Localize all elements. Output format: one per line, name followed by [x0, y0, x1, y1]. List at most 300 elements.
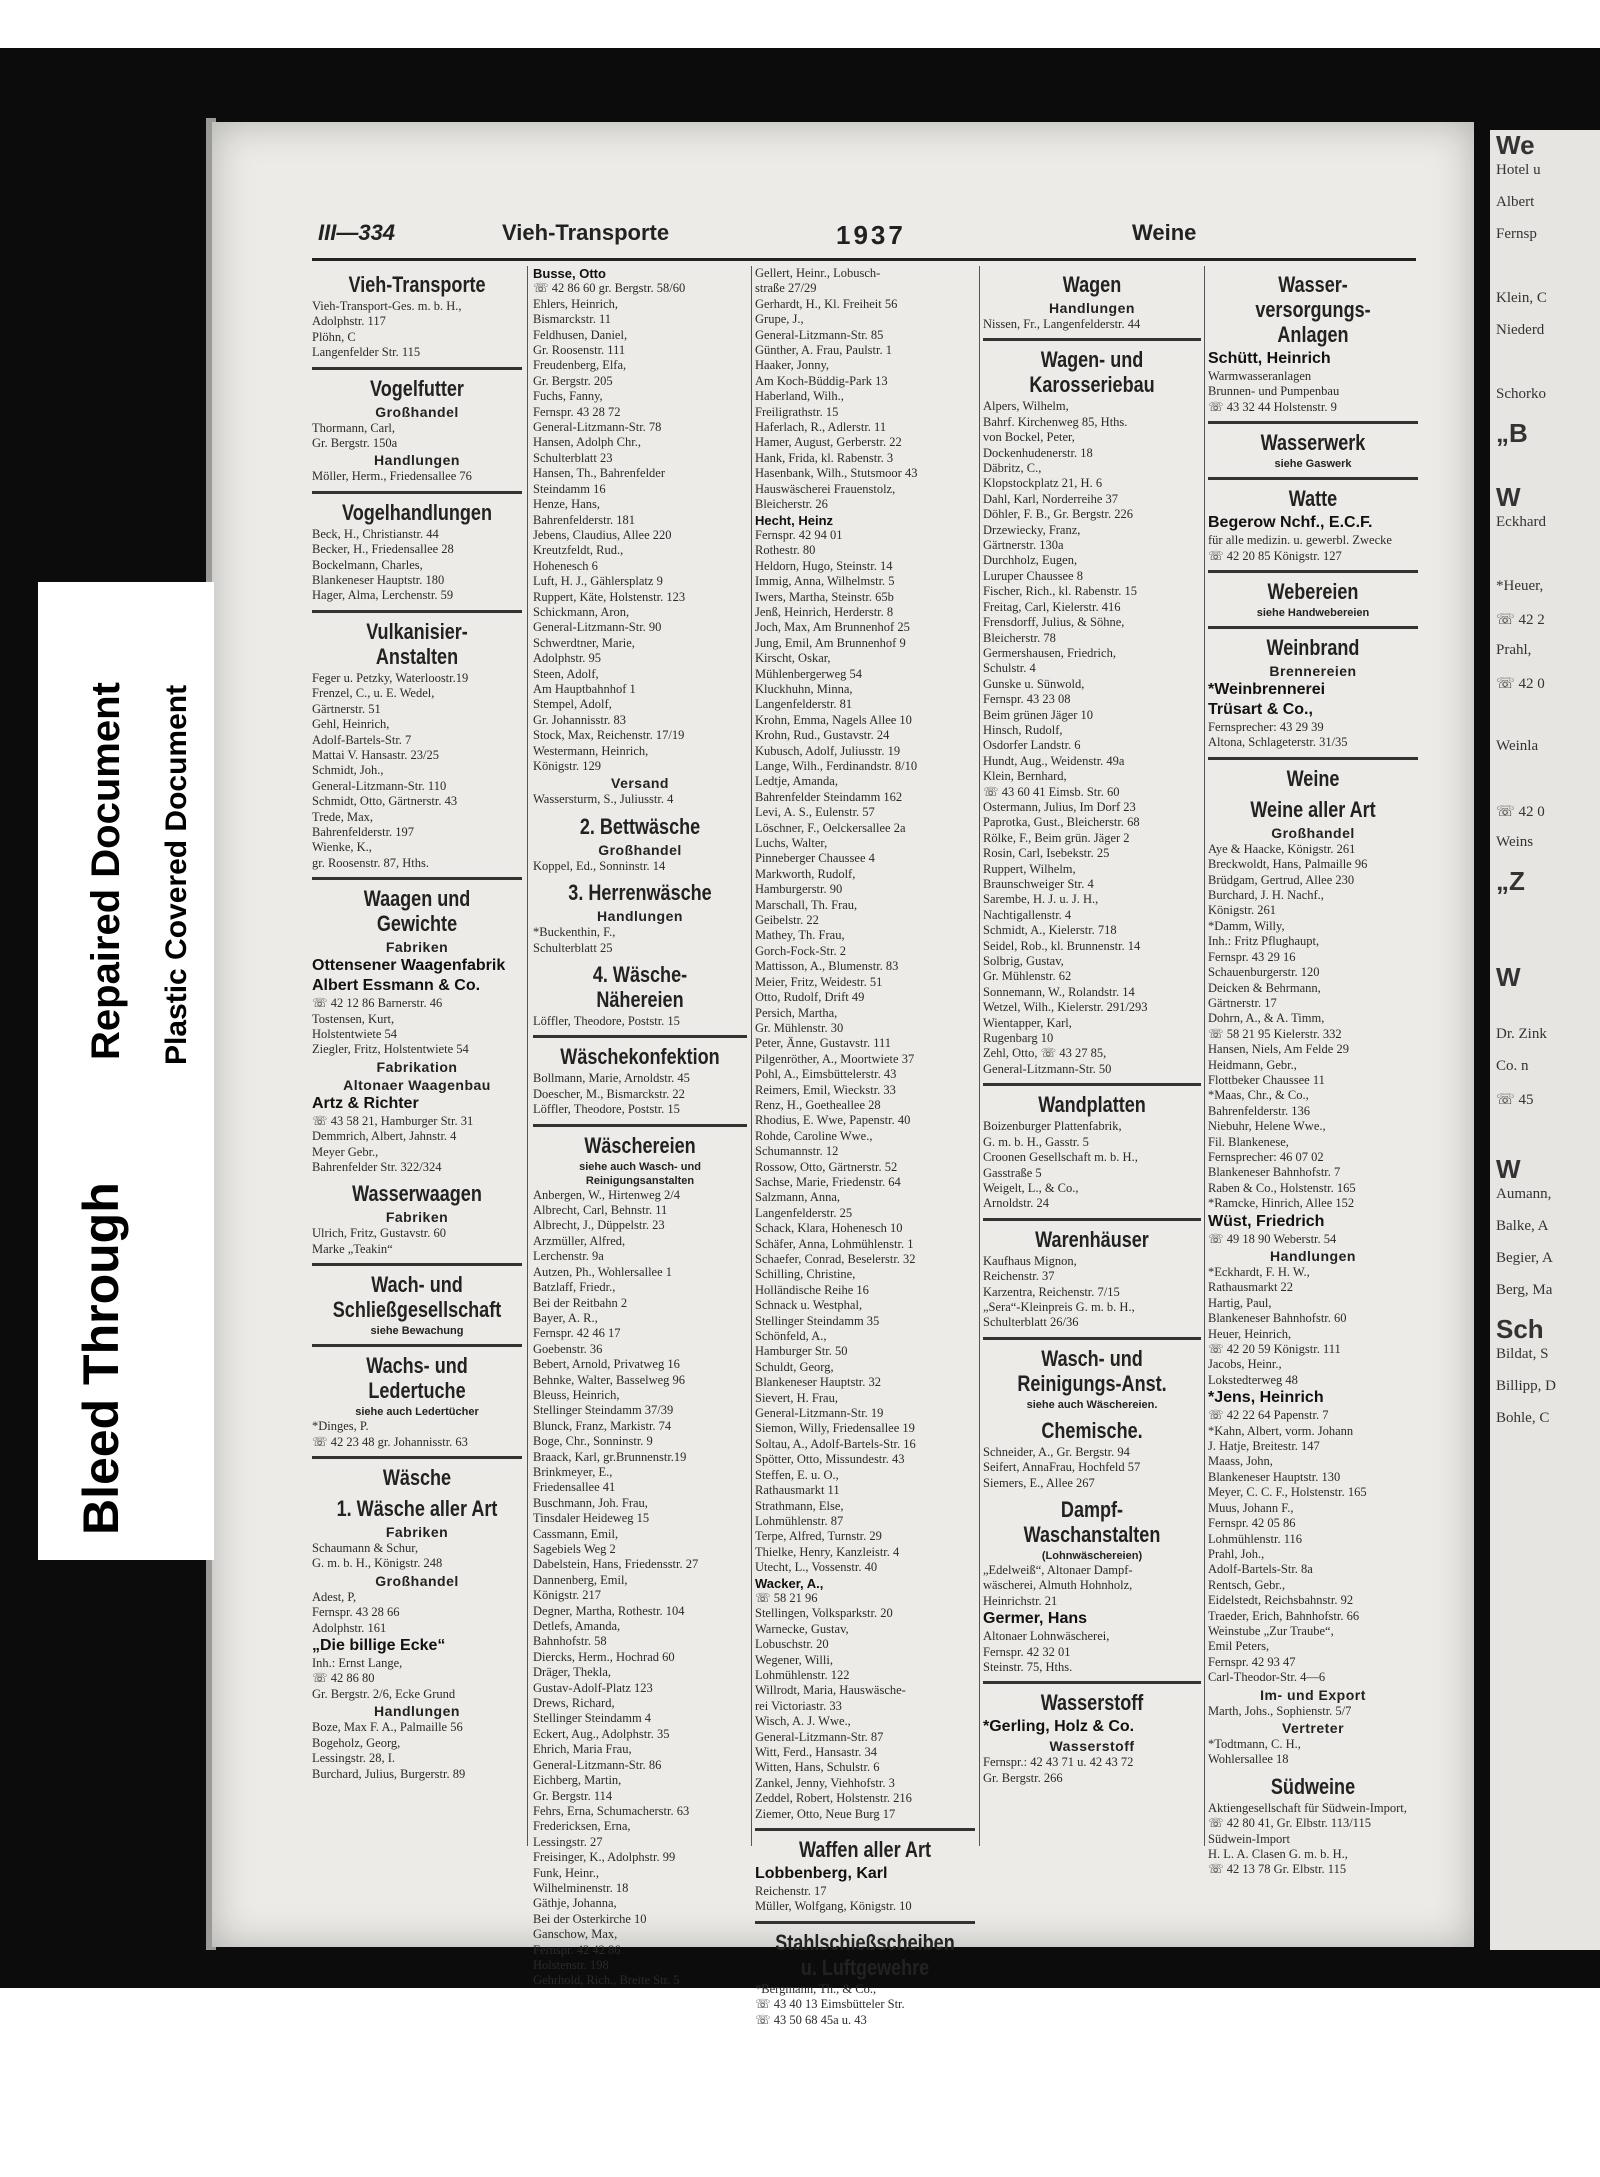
directory-entry: Drzewiecky, Franz,: [983, 522, 1081, 537]
directory-entry: Koppel, Ed., Sonninstr. 14: [533, 858, 666, 873]
directory-entry: Renz, H., Goetheallee 28: [755, 1097, 881, 1112]
running-head-right: Weine: [1132, 220, 1197, 245]
directory-entry: Weigelt, L., & Co.,: [983, 1180, 1079, 1195]
directory-entry: Günther, A. Frau, Paulstr. 1: [755, 343, 892, 358]
directory-entry: Muus, Johann F.,: [1208, 1500, 1294, 1515]
directory-entry: Gr. Mühlenstr. 30: [755, 1020, 844, 1035]
directory-entry: Raben & Co., Holstenstr. 165: [1208, 1180, 1356, 1195]
directory-entry: Peter, Änne, Gustavstr. 111: [755, 1036, 892, 1051]
directory-entry: *Buckenthin, F.,: [533, 925, 616, 940]
directory-entry: Ehlers, Heinrich,: [533, 296, 619, 311]
directory-entry: Löffler, Theodore, Poststr. 15: [533, 1014, 680, 1029]
directory-entry: Wilhelminenstr. 18: [533, 1880, 629, 1895]
directory-entry: Kaufhaus Mignon,: [983, 1253, 1077, 1268]
directory-entry: Wientapper, Karl,: [983, 1015, 1072, 1030]
adjacent-page-line: *Heuer,: [1496, 578, 1544, 594]
directory-entry: Gärtnerstr. 51: [312, 701, 381, 716]
page-number: III—334: [318, 220, 396, 245]
directory-entry: Freiligrathstr. 15: [755, 404, 839, 419]
directory-entry: Hansen, Adolph Chr.,: [533, 435, 641, 450]
directory-entry: Holländische Reihe 16: [755, 1282, 869, 1297]
directory-entry: Schnack u. Westphal,: [755, 1298, 863, 1313]
section-note: siehe Bewachung: [370, 1325, 464, 1338]
directory-entry: Batzlaff, Friedr.,: [533, 1280, 616, 1295]
directory-entry: Stellinger Steindamm 35: [755, 1313, 880, 1328]
directory-entry: Hamburger Str. 50: [755, 1344, 848, 1359]
directory-entry: Ulrich, Fritz, Gustavstr. 60: [312, 1226, 447, 1241]
adjacent-page-fragment: [1490, 130, 1600, 1950]
advert-entry: Wüst, Friedrich: [1208, 1212, 1325, 1230]
adjacent-page-line: [1490, 770, 1600, 802]
directory-entry: General-Litzmann-Str. 110: [312, 778, 447, 793]
column-divider: [751, 266, 752, 1846]
section-rule: [983, 1337, 1201, 1340]
directory-entry: Rugenbarg 10: [983, 1031, 1054, 1046]
directory-entry: Westermann, Heinrich,: [533, 743, 649, 758]
directory-entry: Bahrenfelder Str. 322/324: [312, 1160, 442, 1174]
section-heading: 4. Wäsche-Nähereien: [592, 962, 688, 1013]
directory-entry: Rentsch, Gebr.,: [1208, 1577, 1286, 1592]
section-rule: [312, 1456, 522, 1459]
adjacent-page-line: [1490, 930, 1600, 962]
directory-entry: Rohde, Caroline Wwe.,: [755, 1128, 873, 1143]
directory-entry: ☏ 43 58 21, Hamburger Str. 31: [312, 1113, 474, 1128]
directory-entry: Bahrf. Kirchenweg 85, Hths.: [983, 414, 1128, 429]
directory-entry: Gr. Johannisstr. 83: [533, 712, 627, 727]
directory-entry: *Ramcke, Hinrich, Allee 152: [1208, 1196, 1355, 1211]
directory-entry: Bebert, Arnold, Privatweg 16: [533, 1357, 680, 1372]
directory-entry: Arzmüller, Alfred,: [533, 1233, 626, 1248]
directory-entry: Freitag, Carl, Kielerstr. 416: [983, 599, 1121, 614]
directory-entry: Pohl, A., Eimsbüttelerstr. 43: [755, 1067, 897, 1082]
adjacent-page-line: [1490, 1122, 1600, 1154]
directory-entry: Becker, H., Friedensallee 28: [312, 542, 454, 557]
directory-entry: Flottbeker Chaussee 11: [1208, 1072, 1325, 1087]
directory-entry: Feger u. Petzky, Waterloostr.19: [312, 670, 469, 685]
directory-entry: Wienke, K.,: [312, 840, 372, 855]
column-divider: [527, 266, 528, 1846]
adjacent-page-line: [1490, 706, 1600, 738]
directory-entry: Steinstr. 75, Hths.: [983, 1660, 1073, 1674]
directory-entry: G. m. b. H., Gasstr. 5: [983, 1134, 1089, 1149]
directory-entry: Jacobs, Heinr.,: [1208, 1357, 1282, 1372]
directory-entry: Gehl, Heinrich,: [312, 717, 390, 732]
directory-entry: Lohmühlenstr. 87: [755, 1513, 844, 1528]
directory-entry: Trede, Max,: [312, 809, 373, 824]
directory-entry: Schumannstr. 12: [755, 1144, 839, 1159]
directory-entry: Heinrichstr. 21: [983, 1593, 1058, 1608]
section-rule: [312, 877, 522, 880]
section-subheading: Großhandel: [375, 1572, 459, 1589]
directory-entry: Bei der Reitbahn 2: [533, 1295, 628, 1310]
section-rule: [533, 1124, 747, 1127]
section-heading: Waffen aller Art: [799, 1837, 931, 1863]
adjacent-page-line: [1490, 898, 1600, 930]
directory-entry: Adolphstr. 117: [312, 314, 386, 329]
directory-entry: rei Victoriastr. 33: [755, 1698, 842, 1713]
directory-entry: wäscherei, Almuth Hohnholz,: [983, 1578, 1133, 1593]
directory-entry: Bei der Osterkirche 10: [533, 1911, 647, 1926]
directory-entry: Löschner, F., Oelckersallee 2a: [755, 820, 906, 835]
adjacent-page-line: We: [1496, 130, 1535, 160]
directory-entry: Kreutzfeldt, Rud.,: [533, 543, 624, 558]
directory-entry: Wohlersallee 18: [1208, 1752, 1289, 1767]
directory-entry: Schickmann, Aron,: [533, 604, 630, 619]
directory-entry: General-Litzmann-Str. 50: [983, 1061, 1112, 1076]
directory-entry: Alpers, Wilhelm,: [983, 399, 1069, 414]
directory-entry: Fernspr. 42 05 86: [1208, 1516, 1296, 1531]
directory-entry: Mattai V. Hansastr. 23/25: [312, 747, 439, 762]
directory-entry: Sonnemann, W., Rolandstr. 14: [983, 984, 1135, 999]
directory-entry: Schulstr. 4: [983, 661, 1036, 676]
repaired-document-label: Repaired Document: [84, 682, 128, 1060]
directory-entry: Klopstockplatz 21, H. 6: [983, 476, 1103, 491]
directory-entry: Funk, Heinr.,: [533, 1865, 599, 1880]
directory-entry: Kirscht, Oskar,: [755, 651, 831, 666]
directory-column-4: [983, 266, 1201, 1846]
directory-column-1: [312, 266, 522, 1846]
directory-entry: Brinkmeyer, E.,: [533, 1464, 613, 1479]
directory-entry: straße 27/29: [755, 281, 817, 296]
directory-entry: Seidel, Rob., kl. Brunnenstr. 14: [983, 938, 1141, 953]
section-subheading: Großhandel: [1271, 824, 1355, 841]
directory-entry: Mattisson, A., Blumenstr. 83: [755, 959, 899, 974]
directory-entry: Burchard, Julius, Burgerstr. 89: [312, 1766, 466, 1781]
directory-entry: Freudenberg, Elfa,: [533, 358, 627, 373]
advert-entry: Trüsart & Co.,: [1208, 701, 1313, 719]
directory-column-5: [1208, 266, 1418, 1877]
section-rule: [312, 491, 522, 494]
directory-entry: Haferlach, R., Adlerstr. 11: [755, 420, 887, 435]
section-subheading: Fabriken: [385, 1524, 449, 1541]
directory-entry: Jebens, Claudius, Allee 220: [533, 527, 672, 542]
directory-entry: Gäthje, Johanna,: [533, 1896, 617, 1911]
adjacent-page-line: ☏ 42 0: [1496, 804, 1545, 820]
directory-entry: Fischer, Rich., kl. Rabenstr. 15: [983, 584, 1137, 599]
directory-entry: Haaker, Jonny,: [755, 358, 830, 373]
page-year: 1937: [836, 220, 906, 250]
directory-entry: Osdorfer Landstr. 6: [983, 738, 1081, 753]
section-heading: Wäschereien: [584, 1132, 696, 1158]
directory-entry: Sievert, H. Frau,: [755, 1390, 838, 1405]
section-rule: [312, 610, 522, 613]
directory-entry: Altona, Schlageterstr. 31/35: [1208, 735, 1348, 750]
section-subheading: Versand: [611, 775, 669, 792]
directory-entry: Germershausen, Friedrich,: [983, 645, 1116, 660]
directory-entry: Bahrenfelder Steindamm 162: [755, 789, 903, 804]
directory-entry: Inh.: Ernst Lange,: [312, 1656, 403, 1671]
section-heading: Wandplatten: [1038, 1092, 1146, 1118]
section-heading: Wachs- und Ledertuche: [366, 1353, 468, 1404]
directory-entry: Heldorn, Hugo, Steinstr. 14: [755, 558, 893, 573]
directory-entry: Inh.: Fritz Pflughaupt,: [1208, 934, 1320, 949]
adjacent-page-line: Weins: [1496, 834, 1534, 850]
directory-entry: Wisch, A. J. Wwe.,: [755, 1714, 851, 1729]
directory-entry: Prahl, Joh.,: [1208, 1546, 1265, 1561]
adjacent-page-line: W: [1496, 1154, 1521, 1184]
section-rule: [755, 1921, 975, 1924]
directory-entry: Kubusch, Adolf, Juliusstr. 19: [755, 743, 901, 758]
directory-entry: Arnoldstr. 24: [983, 1196, 1049, 1211]
directory-entry: Boizenburger Plattenfabrik,: [983, 1119, 1122, 1134]
directory-entry: Bismarckstr. 11: [533, 312, 612, 327]
adjacent-page-line: ☏ 45: [1496, 1092, 1534, 1108]
directory-entry: Königstr. 261: [1208, 903, 1277, 918]
directory-entry: ☏ 42 13 78 Gr. Elbstr. 115: [1208, 1862, 1347, 1877]
directory-entry: J. Hatje, Breitestr. 147: [1208, 1439, 1320, 1454]
directory-entry: gr. Roosenstr. 87, Hths.: [312, 855, 430, 870]
directory-entry: Soltau, A., Adolf-Bartels-Str. 16: [755, 1436, 916, 1451]
directory-entry: Holstenstr. 198: [533, 1957, 609, 1972]
section-subheading: Wasserstoff: [1049, 1738, 1135, 1755]
directory-entry: Feldhusen, Daniel,: [533, 327, 628, 342]
directory-entry: „Edelweiß“, Altonaer Dampf-: [983, 1562, 1133, 1577]
directory-entry: Strathmann, Else,: [755, 1498, 844, 1513]
directory-entry: Luruper Chaussee 8: [983, 568, 1083, 583]
directory-entry: Fehrs, Erna, Schumacherstr. 63: [533, 1803, 690, 1818]
directory-entry: *Todtmann, C. H.,: [1208, 1736, 1301, 1751]
section-note: siehe auch Wäschereien.: [1026, 1398, 1158, 1411]
directory-entry: Holstentwiete 54: [312, 1026, 398, 1041]
directory-entry: Schack, Klara, Hohenesch 10: [755, 1221, 903, 1236]
section-heading: Wasser-versorgungs-Anlagen: [1255, 272, 1371, 347]
directory-entry: Dockenhudenerstr. 18: [983, 445, 1093, 460]
directory-entry: Gehrhold, Rich., Breite Str. 5: [533, 1973, 680, 1988]
directory-entry: Stempel, Adolf,: [533, 697, 612, 712]
directory-entry: Carl-Theodor-Str. 4—6: [1208, 1670, 1326, 1685]
directory-entry: Eckert, Aug., Adolphstr. 35: [533, 1726, 670, 1741]
directory-entry: Niebuhr, Helene Wwe.,: [1208, 1119, 1326, 1134]
directory-entry: Zehl, Otto, ☏ 43 27 85,: [983, 1046, 1107, 1061]
directory-entry: Südwein-Import: [1208, 1831, 1290, 1846]
section-heading: Wäschekonfektion: [560, 1044, 720, 1070]
directory-entry: ☏ 43 60 41 Eimsb. Str. 60: [983, 784, 1120, 799]
directory-entry: Hansen, Th., Bahrenfelder: [533, 466, 666, 481]
directory-entry: Dannenberg, Emil,: [533, 1572, 628, 1587]
section-subheading: Fabriken: [385, 1209, 449, 1226]
directory-entry: ☏ 58 21 96: [755, 1590, 818, 1605]
section-heading: Vulkanisier-Anstalten: [366, 618, 468, 669]
adjacent-page-line: Dr. Zink: [1496, 1026, 1547, 1042]
directory-entry: Lange, Wilh., Ferdinandstr. 8/10: [755, 759, 918, 773]
directory-entry: Schauenburgerstr. 120: [1208, 965, 1320, 980]
directory-entry: Goebenstr. 36: [533, 1341, 603, 1356]
section-rule: [1208, 421, 1418, 424]
header-rule: [312, 258, 1416, 261]
directory-entry: Langenfelder Str. 115: [312, 345, 421, 360]
directory-entry: Am Koch-Büddig-Park 13: [755, 373, 888, 388]
section-subheading: Fabriken: [385, 939, 449, 956]
directory-entry: Stock, Max, Reichenstr. 17/19: [533, 728, 685, 743]
directory-entry: Ehrich, Maria Frau,: [533, 1742, 632, 1757]
directory-entry: Diercks, Herm., Hochrad 60: [533, 1649, 675, 1664]
directory-entry: Fuchs, Fanny,: [533, 389, 603, 404]
running-head-left: Vieh-Transporte: [502, 220, 670, 245]
adjacent-page-line: Sch: [1496, 1314, 1544, 1344]
directory-entry: Krohn, Rud., Gustavstr. 24: [755, 728, 890, 743]
directory-entry: ☏ 42 22 64 Papenstr. 7: [1208, 1408, 1329, 1423]
directory-entry: Adolf-Bartels-Str. 8a: [1208, 1562, 1313, 1577]
directory-entry: Schulterblatt 26/36: [983, 1315, 1079, 1330]
section-subheading: Handlungen: [374, 1703, 460, 1720]
section-rule: [1208, 626, 1418, 629]
adjacent-page-line: [1490, 994, 1600, 1026]
directory-entry: Hundt, Aug., Weidenstr. 49a: [983, 753, 1125, 768]
directory-entry: Solbrig, Gustav,: [983, 954, 1064, 969]
section-heading: Warenhäuser: [1035, 1226, 1149, 1252]
adjacent-page-line: W: [1496, 482, 1521, 512]
advert-entry: Schütt, Heinrich: [1208, 350, 1331, 367]
section-subheading: Handlungen: [1049, 300, 1135, 316]
directory-entry: General-Litzmann-Str. 86: [533, 1757, 662, 1772]
directory-entry: Hamburgerstr. 90: [755, 882, 843, 897]
directory-entry: Warnecke, Gustav,: [755, 1621, 849, 1636]
directory-entry: Hank, Frida, kl. Rabenstr. 3: [755, 450, 894, 465]
plastic-covered-label: Plastic Covered Document: [160, 684, 193, 1065]
adjacent-page-line: W: [1496, 962, 1521, 992]
directory-entry: „Sera“-Kleinpreis G. m. b. H.,: [983, 1299, 1135, 1314]
directory-entry: Bockelmann, Charles,: [312, 557, 423, 572]
directory-entry: Hamer, August, Gerberstr. 22: [755, 435, 902, 450]
directory-entry: Gärtnerstr. 130a: [983, 538, 1064, 553]
directory-entry: Rathausmarkt 11: [755, 1483, 840, 1498]
directory-entry: Gustav-Adolf-Platz 123: [533, 1680, 653, 1695]
adjacent-page-line: Begier, A: [1496, 1250, 1553, 1266]
directory-entry: Fernspr. 43 23 08: [983, 692, 1071, 707]
adjacent-page-line: Berg, Ma: [1496, 1282, 1553, 1298]
section-rule: [312, 1344, 522, 1347]
directory-entry: Gr. Bergstr. 114: [533, 1788, 613, 1803]
adjacent-page-line: Prahl,: [1496, 642, 1532, 658]
directory-entry: General-Litzmann-Str. 19: [755, 1406, 884, 1421]
directory-entry: Wetzel, Wilh., Kielerstr. 291/293: [983, 1000, 1148, 1015]
directory-entry: ☏ 43 50 68 45a u. 43: [755, 2012, 867, 2027]
adjacent-page-line: Billipp, D: [1496, 1378, 1557, 1394]
directory-entry: Joch, Max, Am Brunnenhof 25: [755, 620, 910, 635]
advert-entry: Germer, Hans: [983, 1610, 1088, 1628]
directory-entry: Friedensallee 41: [533, 1480, 616, 1495]
directory-entry: Schäfer, Anna, Lohmühlenstr. 1: [755, 1236, 914, 1251]
directory-entry: Adolf-Bartels-Str. 7: [312, 732, 412, 747]
section-heading: Weinbrand: [1266, 635, 1360, 661]
adjacent-page-line: Bohle, C: [1496, 1410, 1550, 1426]
directory-entry: Rosin, Carl, Isebekstr. 25: [983, 846, 1110, 861]
section-subheading: Handlungen: [1270, 1248, 1356, 1264]
advert-entry: Lobbenberg, Karl: [755, 1865, 888, 1883]
directory-entry: Dabelstein, Hans, Friedensstr. 27: [533, 1557, 699, 1572]
directory-entry: Witten, Hans, Schulstr. 6: [755, 1760, 880, 1775]
section-heading: Wäsche: [382, 1465, 452, 1491]
directory-entry: Blankeneser Bahnhofstr. 60: [1208, 1311, 1347, 1326]
directory-entry: Gr. Mühlenstr. 62: [983, 969, 1072, 984]
directory-entry: Bollmann, Marie, Arnoldstr. 45: [533, 1071, 690, 1086]
directory-entry: Croonen Gesellschaft m. b. H.,: [983, 1150, 1138, 1165]
directory-entry: ☏ 42 86 80: [312, 1671, 375, 1686]
directory-entry: Kluckhuhn, Minna,: [755, 681, 853, 696]
section-subheading: Im- und Export: [1260, 1686, 1366, 1703]
directory-entry: Marth, Johs., Sophienstr. 5/7: [1208, 1703, 1352, 1718]
directory-entry: Ruppert, Käte, Holstenstr. 123: [533, 589, 686, 604]
directory-entry: Bahrenfelderstr. 136: [1208, 1103, 1311, 1118]
directory-entry: Markworth, Rudolf,: [755, 866, 856, 881]
directory-entry: Schwerdtner, Marie,: [533, 635, 635, 650]
directory-entry: Wassersturm, S., Juliusstr. 4: [533, 792, 674, 807]
section-heading: Dampf-Waschanstalten: [1023, 1496, 1161, 1547]
directory-entry: Gasstraße 5: [983, 1165, 1042, 1180]
directory-entry: Warmwasseranlagen: [1208, 369, 1312, 383]
directory-entry: Maass, John,: [1208, 1454, 1273, 1469]
directory-entry: Möller, Herm., Friedensallee 76: [312, 469, 472, 484]
directory-entry: Siemon, Willy, Friedensallee 19: [755, 1421, 915, 1436]
section-heading: Wasserwerk: [1260, 430, 1366, 456]
adjacent-page-line: Fernsp: [1496, 226, 1537, 242]
directory-entry: Lessingstr. 27: [533, 1834, 603, 1849]
directory-entry: Rölke, F., Beim grün. Jäger 2: [983, 830, 1130, 845]
section-subheading: Fabrikation: [376, 1058, 458, 1075]
directory-entry: Fernspr. 42 42 86: [533, 1942, 621, 1957]
directory-entry: Königstr. 217: [533, 1588, 602, 1603]
directory-entry: Vieh-Transport-Ges. m. b. H.,: [312, 299, 462, 313]
section-heading: Südweine: [1270, 1773, 1356, 1799]
directory-entry: Blankeneser Bahnhofstr. 7: [1208, 1165, 1341, 1180]
directory-entry: Thormann, Carl,: [312, 420, 395, 435]
directory-entry: Willrodt, Maria, Hauswäsche-: [755, 1683, 906, 1698]
directory-entry: Gr. Bergstr. 266: [983, 1770, 1063, 1785]
directory-entry: Schmidt, A., Kielerstr. 718: [983, 923, 1117, 938]
directory-entry: Rathausmarkt 22: [1208, 1280, 1294, 1295]
directory-entry: General-Litzmann-Str. 87: [755, 1729, 884, 1744]
column-divider: [1204, 266, 1205, 1846]
directory-entry: Adest, P,: [312, 1589, 357, 1604]
advert-entry: *Weinbrennerei: [1208, 681, 1326, 699]
section-rule: [983, 338, 1201, 341]
directory-entry: Emil Peters,: [1208, 1639, 1270, 1654]
directory-entry: ☏ 42 80 41, Gr. Elbstr. 113/115: [1208, 1816, 1371, 1831]
section-rule: [755, 1828, 975, 1831]
column-divider: [979, 266, 980, 1846]
directory-entry: Traeder, Erich, Bahnhofstr. 66: [1208, 1608, 1360, 1623]
directory-entry: Hartig, Paul,: [1208, 1295, 1272, 1310]
directory-entry: Schaefer, Conrad, Beselerstr. 32: [755, 1252, 916, 1266]
adjacent-page-line: ☏ 42 2: [1496, 612, 1545, 628]
directory-entry: Lerchenstr. 9a: [533, 1249, 604, 1264]
directory-entry: Königstr. 129: [533, 759, 602, 773]
directory-entry: Hansen, Niels, Am Felde 29: [1208, 1042, 1349, 1057]
directory-entry-bold: Hecht, Heinz: [755, 512, 834, 528]
directory-entry: Gellert, Heinr., Lobusch-: [755, 266, 881, 280]
directory-entry: Lobuschstr. 20: [755, 1637, 829, 1652]
directory-entry: Fernspr. 43 28 66: [312, 1605, 400, 1620]
directory-entry: ☏ 42 20 59 Königstr. 111: [1208, 1342, 1341, 1357]
directory-entry: Fernspr.: 42 43 71 u. 42 43 72: [983, 1755, 1134, 1770]
directory-entry: Gr. Bergstr. 2/6, Ecke Grund: [312, 1686, 456, 1701]
directory-entry: Blankeneser Hauptstr. 180: [312, 573, 445, 588]
directory-entry: Otto, Rudolf, Drift 49: [755, 990, 865, 1005]
directory-entry: Terpe, Alfred, Turnstr. 29: [755, 1529, 882, 1544]
section-heading: Vogelfutter: [370, 375, 464, 401]
directory-entry: *Bergmann, Th., & Co.,: [755, 1981, 877, 1996]
adjacent-page-line: [1490, 546, 1600, 578]
directory-entry: Meyer Gebr.,: [312, 1144, 379, 1159]
directory-entry: Boge, Chr., Sonninstr. 9: [533, 1434, 653, 1449]
adjacent-page-line: Bildat, S: [1496, 1346, 1549, 1362]
directory-entry: Breckwoldt, Hans, Palmaille 96: [1208, 857, 1368, 872]
directory-entry: Stellinger Steindamm 4: [533, 1711, 652, 1726]
directory-entry: Sarembe, H. J. u. J. H.,: [983, 892, 1099, 907]
directory-column-3: [755, 266, 975, 2027]
directory-entry: *Kahn, Albert, vorm. Johann: [1208, 1423, 1354, 1438]
section-heading: Vogelhandlungen: [341, 499, 492, 525]
